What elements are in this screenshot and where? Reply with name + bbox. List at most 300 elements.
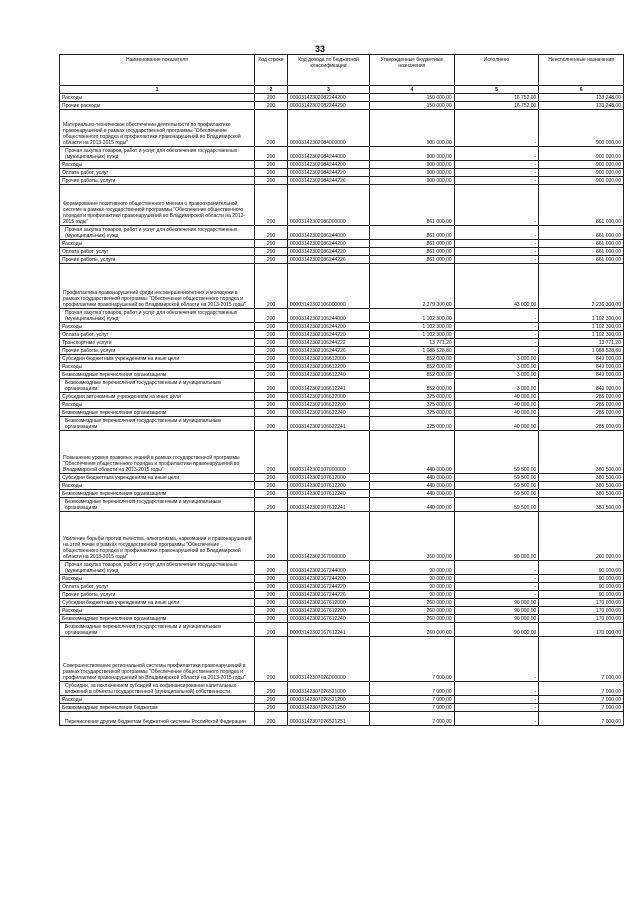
row-name: Прочая закупка товаров, работ и услуг для обеспечения государственных (муниципальных) нужд: [60, 147, 255, 161]
row-executed: 59 500,00: [454, 490, 539, 498]
column-index: 5: [454, 86, 539, 94]
row-name: Безвозмездные перечисления организациям: [60, 490, 255, 498]
row-name: Прочие расходы: [60, 102, 255, 110]
row-line-code: 200: [255, 490, 288, 498]
table-row: [60, 185, 624, 226]
row-line-code: 200: [255, 147, 288, 161]
table-row: [60, 409, 624, 417]
row-line-code: 200: [255, 712, 288, 726]
row-income-code: 00003142302106244226: [288, 347, 370, 355]
header-unexecuted: Неисполненные назначения: [539, 55, 624, 86]
row-unexecuted: 7 000,00: [539, 682, 624, 696]
row-income-code: 00003142302167612240: [288, 615, 370, 623]
row-line-code: 200: [255, 401, 288, 409]
row-line-code: 200: [255, 379, 288, 393]
row-executed: 59 500,00: [454, 474, 539, 482]
row-line-code: 200: [255, 110, 288, 147]
row-name: Совершенствование региональной системы профилактики правонарушений в рамках государственной программы "Обеспечение общественного порядка и профилактики правонарушений во Владимирской области на 2013-2015 годы": [60, 637, 255, 682]
row-name: Субсидии бюджетным учреждениям на иные цели: [60, 599, 255, 607]
row-executed: -: [454, 575, 539, 583]
row-approved: 90 000,00: [370, 583, 455, 591]
column-index: 6: [539, 86, 624, 94]
row-name: Прочая закупка товаров, работ и услуг для обеспечения государственных (муниципальных) нужд: [60, 309, 255, 323]
row-name: Транспортные услуги: [60, 339, 255, 347]
table-row: [60, 161, 624, 169]
row-unexecuted: 170 000,00: [539, 607, 624, 615]
row-name: Субсидии, за исключением субсидий на софинансирование капитальных вложений в объекты государственной (муниципальной) собственности: [60, 682, 255, 696]
row-income-code: 00003142302086000000: [288, 185, 370, 226]
header-name: Наименование показателя: [60, 55, 255, 86]
row-executed: -: [454, 169, 539, 177]
table-row: [60, 379, 624, 393]
row-approved: 1 102 300,00: [370, 331, 455, 339]
row-line-code: 200: [255, 591, 288, 599]
table-row: [60, 323, 624, 331]
row-line-code: 200: [255, 599, 288, 607]
row-approved: 325 000,00: [370, 417, 455, 431]
row-unexecuted: 133 248,00: [539, 102, 624, 110]
row-executed: 3 000,00: [454, 363, 539, 371]
table-row: [60, 696, 624, 704]
row-approved: 440 000,00: [370, 490, 455, 498]
row-approved: 440 000,00: [370, 482, 455, 490]
row-approved: 900 000,00: [370, 161, 455, 169]
row-executed: -: [454, 185, 539, 226]
row-executed: 3 000,00: [454, 371, 539, 379]
row-line-code: 200: [255, 615, 288, 623]
row-income-code: 00003142302106244220: [288, 331, 370, 339]
row-approved: 852 000,00: [370, 371, 455, 379]
row-unexecuted: 2 236 300,00: [539, 264, 624, 309]
table-row: [60, 607, 624, 615]
row-income-code: 00003142302084244226: [288, 177, 370, 185]
table-row: [60, 482, 624, 490]
row-income-code: 00003142302082244290: [288, 102, 370, 110]
table-row: [60, 363, 624, 371]
table-row: [60, 102, 624, 110]
row-income-code: 00003142302086244220: [288, 248, 370, 256]
row-income-code: 00003142302107612240: [288, 490, 370, 498]
row-line-code: 200: [255, 339, 288, 347]
row-executed: 59 500,00: [454, 431, 539, 474]
row-income-code: 00003142302107612241: [288, 498, 370, 512]
row-approved: 861 000,00: [370, 185, 455, 226]
row-line-code: 200: [255, 417, 288, 431]
row-name: Расходы: [60, 607, 255, 615]
row-approved: 900 000,00: [370, 169, 455, 177]
row-income-code: 00003142302086244000: [288, 226, 370, 240]
row-unexecuted: 861 000,00: [539, 248, 624, 256]
column-index: 1: [60, 86, 255, 94]
row-line-code: 200: [255, 185, 288, 226]
row-name: Формирование позитивного общественного мнения о правоохранительной системе в рамках государственной программы "Обеспечение общественного порядка и профилактики правонарушений во Владимирской области на 2013-2015 годы": [60, 185, 255, 226]
row-executed: -: [454, 712, 539, 726]
row-executed: 90 000,00: [454, 615, 539, 623]
table-row: [60, 240, 624, 248]
row-name: Субсидии автономным учреждениям на иные цели: [60, 393, 255, 401]
row-approved: 440 000,00: [370, 498, 455, 512]
header-executed: Исполнено: [454, 55, 539, 86]
row-approved: 7 000,00: [370, 712, 455, 726]
row-unexecuted: 13 771,20: [539, 339, 624, 347]
row-approved: 7 000,00: [370, 696, 455, 704]
row-unexecuted: 285 000,00: [539, 401, 624, 409]
row-approved: 440 000,00: [370, 431, 455, 474]
row-executed: 90 000,00: [454, 599, 539, 607]
row-income-code: 00003142302084244220: [288, 169, 370, 177]
row-approved: 90 000,00: [370, 561, 455, 575]
row-approved: 900 000,00: [370, 110, 455, 147]
row-line-code: 200: [255, 575, 288, 583]
row-name: Субсидии бюджетным учреждениям на иные цели: [60, 355, 255, 363]
row-executed: 40 000,00: [454, 393, 539, 401]
row-income-code: 00003142302106244222: [288, 339, 370, 347]
row-name: Расходы: [60, 363, 255, 371]
row-income-code: 00003142302106612240: [288, 371, 370, 379]
row-executed: -: [454, 323, 539, 331]
row-approved: 13 771,20: [370, 339, 455, 347]
row-executed: -: [454, 240, 539, 248]
row-executed: 43 000,00: [454, 264, 539, 309]
row-unexecuted: 90 000,00: [539, 591, 624, 599]
row-approved: 260 000,00: [370, 615, 455, 623]
row-approved: 1 102 300,00: [370, 309, 455, 323]
row-name: Безвозмездные перечисления государственным и муниципальным организациям: [60, 417, 255, 431]
row-executed: 59 500,00: [454, 482, 539, 490]
table-row: [60, 94, 624, 102]
row-approved: 7 000,00: [370, 704, 455, 712]
row-executed: -: [454, 339, 539, 347]
row-unexecuted: 861 000,00: [539, 226, 624, 240]
row-unexecuted: 90 000,00: [539, 561, 624, 575]
row-income-code: 00003142302107612200: [288, 482, 370, 490]
table-row: [60, 561, 624, 575]
row-approved: 350 000,00: [370, 512, 455, 561]
table-row: [60, 331, 624, 339]
row-unexecuted: 7 000,00: [539, 696, 624, 704]
row-executed: -: [454, 110, 539, 147]
table-row: [60, 256, 624, 264]
row-name: Безвозмездные перечисления государственным и муниципальным организациям: [60, 623, 255, 637]
row-executed: 3 000,00: [454, 379, 539, 393]
table-row: [60, 512, 624, 561]
row-approved: 900 000,00: [370, 177, 455, 185]
row-income-code: 00003142302106622200: [288, 401, 370, 409]
row-approved: 861 000,00: [370, 256, 455, 264]
row-name: Повышение уровня правовых знаний в рамках государственной программы "Обеспечение общественного порядка и профилактики правонарушений во Владимирской области на 2013-2015 годы": [60, 431, 255, 474]
row-name: Профилактика правонарушений среди несовершеннолетних и молодежи в рамках государственной программы "Обеспечение общественного порядка и профилактики правонарушений во Владимирской области на 2013-2015 годы": [60, 264, 255, 309]
table-row: [60, 431, 624, 474]
row-approved: 861 000,00: [370, 240, 455, 248]
row-unexecuted: 133 248,00: [539, 94, 624, 102]
row-executed: -: [454, 256, 539, 264]
table-row: [60, 637, 624, 682]
row-approved: 852 000,00: [370, 355, 455, 363]
row-name: Расходы: [60, 161, 255, 169]
row-name: Расходы: [60, 696, 255, 704]
row-line-code: 200: [255, 177, 288, 185]
row-approved: 440 000,00: [370, 474, 455, 482]
row-approved: 90 000,00: [370, 591, 455, 599]
row-name: Материально-техническое обеспечение деятельности по профилактике правонарушений в рамках государственной программы "Обеспечение общественного порядка и профилактики правонарушений во Владимирской области на 2013-2015 годы": [60, 110, 255, 147]
row-approved: 260 000,00: [370, 607, 455, 615]
table-row: [60, 226, 624, 240]
row-unexecuted: 849 000,00: [539, 371, 624, 379]
row-executed: 40 000,00: [454, 417, 539, 431]
row-line-code: 200: [255, 512, 288, 561]
row-approved: 150 000,00: [370, 94, 455, 102]
row-income-code: 00003142302106244200: [288, 323, 370, 331]
row-approved: 861 000,00: [370, 248, 455, 256]
row-approved: 90 000,00: [370, 575, 455, 583]
row-income-code: 00003142302084244200: [288, 161, 370, 169]
table-row: [60, 490, 624, 498]
row-name: Прочие работы, услуги: [60, 256, 255, 264]
table-row: [60, 177, 624, 185]
row-executed: -: [454, 147, 539, 161]
row-unexecuted: 380 500,00: [539, 498, 624, 512]
table-row: [60, 110, 624, 147]
row-income-code: 00003142302084000000: [288, 110, 370, 147]
row-unexecuted: 7 000,00: [539, 712, 624, 726]
header-approved: Утвержденные бюджетные назначения: [370, 55, 455, 86]
row-income-code: 00003142302167612000: [288, 599, 370, 607]
row-income-code: 00003142307026000000: [288, 637, 370, 682]
row-line-code: 200: [255, 264, 288, 309]
row-executed: -: [454, 704, 539, 712]
table-row: [60, 417, 624, 431]
row-line-code: 200: [255, 393, 288, 401]
row-line-code: 200: [255, 94, 288, 102]
row-unexecuted: 380 500,00: [539, 482, 624, 490]
row-name: Прочие работы, услуги: [60, 591, 255, 599]
row-income-code: 00003142302167612241: [288, 623, 370, 637]
row-executed: -: [454, 248, 539, 256]
row-name: Расходы: [60, 240, 255, 248]
table-row: [60, 339, 624, 347]
row-approved: 325 000,00: [370, 393, 455, 401]
row-income-code: 00003142307026521250: [288, 704, 370, 712]
table-row: [60, 615, 624, 623]
row-unexecuted: 1 102 300,00: [539, 331, 624, 339]
row-unexecuted: 170 000,00: [539, 623, 624, 637]
table-row: [60, 591, 624, 599]
row-name: Усиление борьбы против пьянства, алкоголизма, наркомании и правонарушений на этой почве в рамках государственной программы "Обеспечение общественного порядка и профилактики правонарушений во Владимирской области на 2013-2015 годы": [60, 512, 255, 561]
table-row: [60, 498, 624, 512]
table-row: [60, 147, 624, 161]
row-unexecuted: 7 000,00: [539, 704, 624, 712]
row-unexecuted: 861 000,00: [539, 256, 624, 264]
row-name: Прочая закупка товаров, работ и услуг для обеспечения государственных (муниципальных) нужд: [60, 226, 255, 240]
column-index: 2: [255, 86, 288, 94]
row-name: Оплата работ, услуг: [60, 583, 255, 591]
row-name: Безвозмездные перечисления бюджетам: [60, 704, 255, 712]
row-executed: -: [454, 583, 539, 591]
row-executed: -: [454, 591, 539, 599]
table-row: [60, 599, 624, 607]
row-line-code: 200: [255, 363, 288, 371]
row-unexecuted: 849 000,00: [539, 363, 624, 371]
row-executed: -: [454, 331, 539, 339]
row-unexecuted: 260 000,00: [539, 512, 624, 561]
row-approved: 7 000,00: [370, 682, 455, 696]
row-income-code: 00003142302167244226: [288, 591, 370, 599]
row-unexecuted: 1 102 300,00: [539, 323, 624, 331]
row-name: Безвозмездные перечисления государственным и муниципальным организациям: [60, 379, 255, 393]
row-executed: 40 000,00: [454, 401, 539, 409]
row-name: Безвозмездные перечисления государственным и муниципальным организациям: [60, 498, 255, 512]
row-executed: 40 000,00: [454, 409, 539, 417]
row-income-code: 00003142302167000000: [288, 512, 370, 561]
table-row: [60, 264, 624, 309]
row-unexecuted: 90 000,00: [539, 583, 624, 591]
column-index: 4: [370, 86, 455, 94]
row-unexecuted: 90 000,00: [539, 575, 624, 583]
row-executed: 16 752,00: [454, 102, 539, 110]
row-name: Перечисления другим бюджетам бюджетной системы Российской Федерации: [60, 712, 255, 726]
row-unexecuted: 380 500,00: [539, 474, 624, 482]
row-line-code: 200: [255, 682, 288, 696]
row-approved: 1 088 528,80: [370, 347, 455, 355]
row-executed: -: [454, 309, 539, 323]
row-name: Безвозмездные перечисления организациям: [60, 409, 255, 417]
row-name: Оплата работ, услуг: [60, 248, 255, 256]
row-unexecuted: 380 500,00: [539, 490, 624, 498]
row-unexecuted: 1 102 300,00: [539, 309, 624, 323]
table-row: [60, 704, 624, 712]
row-line-code: 200: [255, 498, 288, 512]
table-row: [60, 248, 624, 256]
row-line-code: 200: [255, 482, 288, 490]
table-row: [60, 347, 624, 355]
row-name: Расходы: [60, 323, 255, 331]
row-approved: 852 000,00: [370, 379, 455, 393]
row-name: Оплата работ, услуг: [60, 331, 255, 339]
budget-execution-table: [59, 54, 624, 726]
row-name: Оплата работ, услуг: [60, 169, 255, 177]
row-name: Безвозмездные перечисления организациям: [60, 615, 255, 623]
row-name: Прочие работы, услуги: [60, 177, 255, 185]
row-line-code: 200: [255, 240, 288, 248]
row-approved: 150 000,00: [370, 102, 455, 110]
row-executed: -: [454, 226, 539, 240]
row-line-code: 200: [255, 355, 288, 363]
row-name: Безвозмездные перечисления организациям: [60, 371, 255, 379]
row-unexecuted: 7 000,00: [539, 637, 624, 682]
row-income-code: 00003142302084244000: [288, 147, 370, 161]
header-income-code: Код дохода по бюджетной классификации: [288, 55, 370, 86]
row-line-code: 200: [255, 102, 288, 110]
row-approved: 325 000,00: [370, 409, 455, 417]
row-executed: -: [454, 561, 539, 575]
table-row: [60, 401, 624, 409]
row-executed: -: [454, 161, 539, 169]
row-income-code: 00003142302167244000: [288, 561, 370, 575]
row-income-code: 00003142302107000000: [288, 431, 370, 474]
row-income-code: 00003142302086244200: [288, 240, 370, 248]
row-income-code: 00003142302086244226: [288, 256, 370, 264]
row-line-code: 200: [255, 409, 288, 417]
row-income-code: 00003142307026521251: [288, 712, 370, 726]
table-body: [60, 94, 624, 726]
row-unexecuted: 900 000,00: [539, 110, 624, 147]
page-number: 33: [314, 44, 325, 54]
table-row: [60, 355, 624, 363]
row-line-code: 200: [255, 347, 288, 355]
row-line-code: 200: [255, 583, 288, 591]
row-executed: -: [454, 347, 539, 355]
row-unexecuted: 900 000,00: [539, 161, 624, 169]
column-index: 3: [288, 86, 370, 94]
table-row: [60, 575, 624, 583]
row-name: Субсидии бюджетным учреждениям на иные цели: [60, 474, 255, 482]
row-name: Расходы: [60, 94, 255, 102]
row-income-code: 00003142302082244200: [288, 94, 370, 102]
row-line-code: 200: [255, 226, 288, 240]
row-unexecuted: 849 000,00: [539, 379, 624, 393]
row-executed: -: [454, 696, 539, 704]
row-name: Расходы: [60, 401, 255, 409]
row-line-code: 200: [255, 371, 288, 379]
row-unexecuted: 849 000,00: [539, 355, 624, 363]
row-executed: 90 000,00: [454, 512, 539, 561]
row-unexecuted: 170 000,00: [539, 615, 624, 623]
row-line-code: 200: [255, 256, 288, 264]
table-row: [60, 169, 624, 177]
row-line-code: 200: [255, 161, 288, 169]
row-unexecuted: 861 000,00: [539, 240, 624, 248]
column-index-row: [60, 86, 624, 94]
row-name: Расходы: [60, 575, 255, 583]
row-income-code: 00003142302106622000: [288, 393, 370, 401]
header-line-code: Код строки: [255, 55, 288, 86]
table-row: [60, 623, 624, 637]
row-income-code: 00003142307026521000: [288, 682, 370, 696]
row-line-code: 200: [255, 474, 288, 482]
table-row: [60, 474, 624, 482]
row-approved: 2 279 300,00: [370, 264, 455, 309]
row-executed: 16 752,00: [454, 94, 539, 102]
row-unexecuted: 285 000,00: [539, 409, 624, 417]
row-line-code: 200: [255, 696, 288, 704]
row-income-code: 00003142302106612000: [288, 355, 370, 363]
row-unexecuted: 380 500,00: [539, 431, 624, 474]
row-approved: 900 000,00: [370, 147, 455, 161]
row-unexecuted: 170 000,00: [539, 599, 624, 607]
row-executed: -: [454, 637, 539, 682]
row-line-code: 200: [255, 309, 288, 323]
table-row: [60, 309, 624, 323]
row-income-code: 00003142307026521200: [288, 696, 370, 704]
row-executed: 90 000,00: [454, 623, 539, 637]
row-income-code: 00003142302106244000: [288, 309, 370, 323]
row-name: Прочие работы, услуги: [60, 347, 255, 355]
row-approved: 861 000,00: [370, 226, 455, 240]
row-approved: 260 000,00: [370, 599, 455, 607]
row-unexecuted: 285 000,00: [539, 417, 624, 431]
row-line-code: 200: [255, 431, 288, 474]
row-approved: 7 000,00: [370, 637, 455, 682]
row-unexecuted: 861 000,00: [539, 185, 624, 226]
row-line-code: 200: [255, 637, 288, 682]
table-header-row: [60, 55, 624, 86]
row-income-code: 00003142302167612200: [288, 607, 370, 615]
row-approved: 1 102 300,00: [370, 323, 455, 331]
row-approved: 325 000,00: [370, 401, 455, 409]
row-unexecuted: 285 000,00: [539, 393, 624, 401]
row-line-code: 200: [255, 331, 288, 339]
row-income-code: 00003142302106622240: [288, 409, 370, 417]
